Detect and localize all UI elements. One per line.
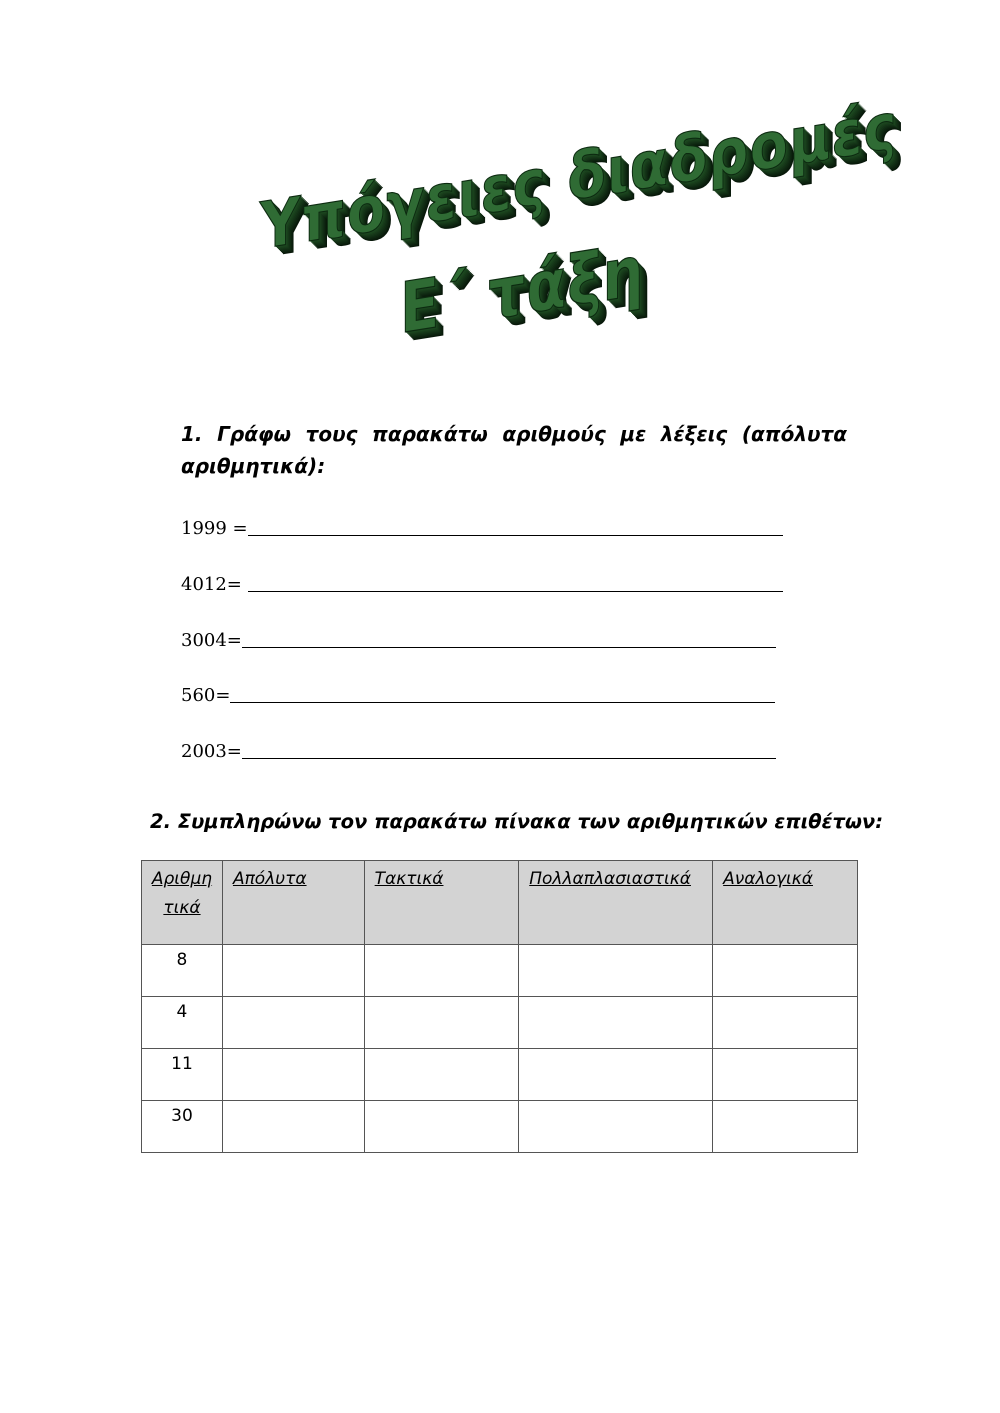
table-row xyxy=(142,945,858,997)
number-label: 2003= xyxy=(181,741,242,762)
fill-row-4012 xyxy=(181,569,783,595)
col-header-taktika: Τακτικά xyxy=(364,861,519,945)
answer-blank[interactable] xyxy=(230,684,775,703)
exercise-2-heading: 2. Συμπληρώνω τον παρακάτω πίνακα των αριθμητικών επιθέτων: xyxy=(150,810,884,833)
answer-cell[interactable] xyxy=(222,997,364,1049)
answer-cell[interactable] xyxy=(519,1049,713,1101)
answer-cell[interactable] xyxy=(519,997,713,1049)
answer-cell[interactable] xyxy=(713,945,858,997)
answer-cell[interactable] xyxy=(222,1101,364,1153)
number-label: 4012= xyxy=(181,574,248,595)
fill-row-560 xyxy=(181,680,775,706)
answer-blank[interactable] xyxy=(242,629,776,648)
title-line-1: Υπόγειες διαδρομές xyxy=(260,88,898,265)
table-row xyxy=(142,1101,858,1153)
table-row xyxy=(142,997,858,1049)
answer-cell[interactable] xyxy=(713,1049,858,1101)
row-number: 4 xyxy=(142,997,223,1049)
answer-cell[interactable] xyxy=(222,945,364,997)
col-header-arithmitika: Αριθμη τικά xyxy=(142,861,223,945)
answer-cell[interactable] xyxy=(364,997,519,1049)
number-label: 560= xyxy=(181,685,231,706)
number-label: 1999 = xyxy=(181,518,248,539)
col-header-pollaplasiastika: Πολλαπλασιαστικά xyxy=(519,861,713,945)
answer-blank[interactable] xyxy=(242,740,776,759)
fill-row-2003 xyxy=(181,736,776,762)
answer-cell[interactable] xyxy=(713,1101,858,1153)
table-row xyxy=(142,1049,858,1101)
title-line-2: Ε΄ τάξη xyxy=(400,229,645,350)
answer-cell[interactable] xyxy=(519,1101,713,1153)
row-number: 11 xyxy=(142,1049,223,1101)
answer-cell[interactable] xyxy=(713,997,858,1049)
exercise-1-heading: 1. Γράφω τους παρακάτω αριθμούς με λέξεις (απόλυτα αριθμητικά): xyxy=(181,422,847,478)
answer-cell[interactable] xyxy=(519,945,713,997)
answer-cell[interactable] xyxy=(364,945,519,997)
number-label: 3004= xyxy=(181,630,242,651)
row-number: 8 xyxy=(142,945,223,997)
col-header-analogika: Αναλογικά xyxy=(713,861,858,945)
answer-blank[interactable] xyxy=(248,573,783,592)
table-header-row xyxy=(142,861,858,945)
row-number: 30 xyxy=(142,1101,223,1153)
fill-row-3004 xyxy=(181,625,776,651)
answer-cell[interactable] xyxy=(364,1049,519,1101)
answer-blank[interactable] xyxy=(248,517,783,536)
answer-cell[interactable] xyxy=(364,1101,519,1153)
answer-cell[interactable] xyxy=(222,1049,364,1101)
numerals-table xyxy=(141,860,858,1153)
fill-row-1999 xyxy=(181,513,783,539)
col-header-apolyta: Απόλυτα xyxy=(222,861,364,945)
title-wordart xyxy=(240,88,898,370)
